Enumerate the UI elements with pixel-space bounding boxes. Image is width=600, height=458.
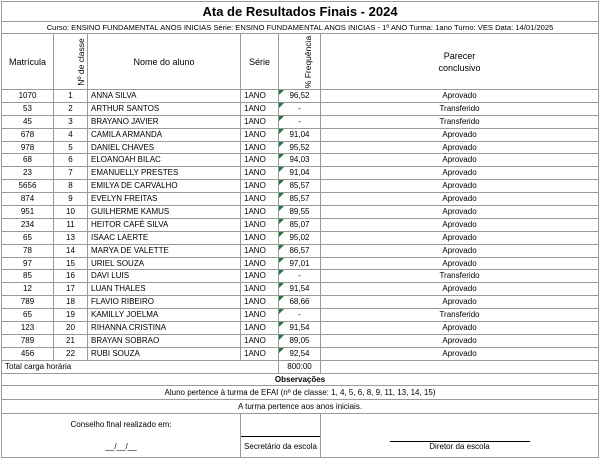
- cell-matricula: 68: [2, 154, 54, 167]
- cell-parecer: Transferido: [321, 102, 599, 115]
- cell-serie: 1ANO: [241, 218, 279, 231]
- cell-frequencia: 89,05: [279, 334, 321, 347]
- cell-nome: BRAYAN SOBRAO: [88, 334, 241, 347]
- cell-serie: 1ANO: [241, 154, 279, 167]
- cell-serie: 1ANO: [241, 257, 279, 270]
- cell-parecer: Transferido: [321, 309, 599, 322]
- table-row: [2, 244, 599, 257]
- cell-nome: MARYA DE VALETTE: [88, 244, 241, 257]
- cell-parecer: Aprovado: [321, 193, 599, 206]
- table-row: [2, 141, 599, 154]
- cell-parecer: Aprovado: [321, 296, 599, 309]
- cell-frequencia: 95,52: [279, 141, 321, 154]
- table-row: [2, 115, 599, 128]
- cell-num-classe: 22: [54, 347, 88, 360]
- total-value: 800:00: [279, 360, 321, 373]
- cell-matricula: 789: [2, 334, 54, 347]
- cell-serie: 1ANO: [241, 322, 279, 335]
- header-num-classe: Nº de classe: [54, 34, 88, 90]
- cell-num-classe: 4: [54, 128, 88, 141]
- header-nome: Nome do aluno: [88, 34, 241, 90]
- header-parecer: Parecer conclusivo: [321, 34, 599, 90]
- cell-num-classe: 18: [54, 296, 88, 309]
- table-row: [2, 334, 599, 347]
- cell-parecer: Aprovado: [321, 206, 599, 219]
- table-row: [2, 283, 599, 296]
- cell-parecer: Aprovado: [321, 322, 599, 335]
- header-matricula: Matrícula: [2, 34, 54, 90]
- cell-nome: EMILYA DE CARVALHO: [88, 180, 241, 193]
- cell-matricula: 45: [2, 115, 54, 128]
- cell-matricula: 1070: [2, 90, 54, 103]
- cell-num-classe: 16: [54, 270, 88, 283]
- cell-nome: EVELYN FREITAS: [88, 193, 241, 206]
- cell-serie: 1ANO: [241, 283, 279, 296]
- cell-serie: 1ANO: [241, 206, 279, 219]
- cell-matricula: 85: [2, 270, 54, 283]
- cell-num-classe: 10: [54, 206, 88, 219]
- cell-serie: 1ANO: [241, 231, 279, 244]
- cell-serie: 1ANO: [241, 334, 279, 347]
- cell-nome: DANIEL CHAVES: [88, 141, 241, 154]
- cell-frequencia: 92,54: [279, 347, 321, 360]
- cell-nome: ISAAC LAERTE: [88, 231, 241, 244]
- diretor-label: Diretor da escola: [321, 436, 599, 457]
- table-row: [2, 270, 599, 283]
- cell-serie: 1ANO: [241, 296, 279, 309]
- cell-parecer: Aprovado: [321, 283, 599, 296]
- cell-nome: BRAYANO JAVIER: [88, 115, 241, 128]
- cell-serie: 1ANO: [241, 347, 279, 360]
- cell-frequencia: 91,54: [279, 283, 321, 296]
- cell-parecer: Aprovado: [321, 231, 599, 244]
- cell-matricula: 78: [2, 244, 54, 257]
- cell-serie: 1ANO: [241, 102, 279, 115]
- cell-nome: ELOANOAH BILAC: [88, 154, 241, 167]
- cell-nome: CAMILA ARMANDA: [88, 128, 241, 141]
- cell-parecer: Aprovado: [321, 167, 599, 180]
- observacoes-line2: A turma pertence aos anos iniciais.: [2, 400, 599, 414]
- cell-serie: 1ANO: [241, 309, 279, 322]
- total-row: [2, 360, 599, 373]
- cell-matricula: 951: [2, 206, 54, 219]
- cell-nome: LUAN THALES: [88, 283, 241, 296]
- cell-parecer: Transferido: [321, 115, 599, 128]
- cell-parecer: Aprovado: [321, 257, 599, 270]
- cell-parecer: Aprovado: [321, 334, 599, 347]
- cell-serie: 1ANO: [241, 115, 279, 128]
- cell-matricula: 65: [2, 309, 54, 322]
- cell-parecer: Aprovado: [321, 244, 599, 257]
- cell-serie: 1ANO: [241, 90, 279, 103]
- cell-nome: ARTHUR SANTOS: [88, 102, 241, 115]
- cell-frequencia: 85,07: [279, 218, 321, 231]
- cell-serie: 1ANO: [241, 244, 279, 257]
- cell-nome: RIHANNA CRISTINA: [88, 322, 241, 335]
- cell-matricula: 23: [2, 167, 54, 180]
- cell-nome: EMANUELLY PRESTES: [88, 167, 241, 180]
- cell-num-classe: 19: [54, 309, 88, 322]
- cell-matricula: 456: [2, 347, 54, 360]
- cell-num-classe: 15: [54, 257, 88, 270]
- cell-frequencia: 68,66: [279, 296, 321, 309]
- secretario-sign-area: [241, 414, 321, 437]
- table-row: [2, 102, 599, 115]
- cell-num-classe: 8: [54, 180, 88, 193]
- cell-matricula: 97: [2, 257, 54, 270]
- cell-nome: ANNA SILVA: [88, 90, 241, 103]
- cell-frequencia: 96,52: [279, 90, 321, 103]
- cell-num-classe: 7: [54, 167, 88, 180]
- cell-matricula: 978: [2, 141, 54, 154]
- table-row: [2, 322, 599, 335]
- cell-frequencia: 91,04: [279, 167, 321, 180]
- table-row: [2, 154, 599, 167]
- cell-frequencia: 94,03: [279, 154, 321, 167]
- conselho-label: Conselho final realizado em:: [2, 414, 241, 437]
- page-title: Ata de Resultados Finais - 2024: [2, 2, 599, 22]
- cell-frequencia: 95,02: [279, 231, 321, 244]
- header-serie: Série: [241, 34, 279, 90]
- cell-parecer: Aprovado: [321, 218, 599, 231]
- cell-parecer: Transferido: [321, 270, 599, 283]
- cell-frequencia: -: [279, 102, 321, 115]
- cell-frequencia: -: [279, 115, 321, 128]
- header-row: [2, 34, 599, 90]
- cell-serie: 1ANO: [241, 180, 279, 193]
- diretor-sign-area: [321, 414, 599, 437]
- table-row: [2, 257, 599, 270]
- table-row: [2, 218, 599, 231]
- cell-serie: 1ANO: [241, 193, 279, 206]
- table-row: [2, 128, 599, 141]
- cell-matricula: 678: [2, 128, 54, 141]
- observacoes-line1: Aluno pertence à turma de EFAI (nº de classe: 1, 4, 5, 6, 8, 9, 11, 13, 14, 15): [2, 386, 599, 400]
- cell-num-classe: 5: [54, 141, 88, 154]
- cell-frequencia: -: [279, 270, 321, 283]
- cell-num-classe: 11: [54, 218, 88, 231]
- cell-serie: 1ANO: [241, 167, 279, 180]
- cell-matricula: 874: [2, 193, 54, 206]
- cell-frequencia: 91,54: [279, 322, 321, 335]
- cell-nome: DAVI LUIS: [88, 270, 241, 283]
- cell-parecer: Aprovado: [321, 180, 599, 193]
- cell-matricula: 5656: [2, 180, 54, 193]
- secretario-label: Secretário da escola: [241, 436, 321, 457]
- cell-matricula: 53: [2, 102, 54, 115]
- cell-matricula: 123: [2, 322, 54, 335]
- table-row: [2, 167, 599, 180]
- cell-num-classe: 6: [54, 154, 88, 167]
- cell-frequencia: 91,04: [279, 128, 321, 141]
- cell-nome: GUILHERME KAMUS: [88, 206, 241, 219]
- cell-num-classe: 1: [54, 90, 88, 103]
- cell-frequencia: -: [279, 309, 321, 322]
- cell-num-classe: 3: [54, 115, 88, 128]
- cell-serie: 1ANO: [241, 270, 279, 283]
- table-row: [2, 206, 599, 219]
- cell-frequencia: 97,01: [279, 257, 321, 270]
- conselho-date: __/__/__: [2, 436, 241, 457]
- cell-matricula: 789: [2, 296, 54, 309]
- cell-num-classe: 14: [54, 244, 88, 257]
- cell-matricula: 65: [2, 231, 54, 244]
- cell-num-classe: 9: [54, 193, 88, 206]
- total-label: Total carga horária: [2, 360, 279, 373]
- table-row: [2, 193, 599, 206]
- cell-nome: RUBI SOUZA: [88, 347, 241, 360]
- cell-nome: HEITOR CAFÉ SILVA: [88, 218, 241, 231]
- cell-matricula: 234: [2, 218, 54, 231]
- table-row: [2, 180, 599, 193]
- cell-parecer: Aprovado: [321, 141, 599, 154]
- cell-serie: 1ANO: [241, 141, 279, 154]
- course-info: Curso: ENSINO FUNDAMENTAL ANOS INICIAS Série: ENSINO FUNDAMENTAL ANOS INICIAS - 1º ANO Turma: 1ano Turno: VES Data: 14/01/2025: [2, 22, 599, 34]
- cell-frequencia: 85,57: [279, 193, 321, 206]
- table-row: [2, 347, 599, 360]
- cell-parecer: Aprovado: [321, 347, 599, 360]
- results-table: [1, 1, 599, 458]
- cell-matricula: 12: [2, 283, 54, 296]
- table-row: [2, 90, 599, 103]
- cell-nome: FLAVIO RIBEIRO: [88, 296, 241, 309]
- total-empty: [321, 360, 599, 373]
- table-row: [2, 231, 599, 244]
- cell-num-classe: 13: [54, 231, 88, 244]
- cell-parecer: Aprovado: [321, 128, 599, 141]
- cell-nome: KAMILLY JOELMA: [88, 309, 241, 322]
- cell-serie: 1ANO: [241, 128, 279, 141]
- cell-parecer: Aprovado: [321, 90, 599, 103]
- cell-num-classe: 20: [54, 322, 88, 335]
- cell-num-classe: 2: [54, 102, 88, 115]
- cell-num-classe: 21: [54, 334, 88, 347]
- table-row: [2, 309, 599, 322]
- cell-frequencia: 86,57: [279, 244, 321, 257]
- cell-parecer: Aprovado: [321, 154, 599, 167]
- observacoes-title: Observações: [2, 373, 599, 386]
- header-frequencia: % Frequência: [279, 34, 321, 90]
- results-sheet: [1, 1, 598, 458]
- cell-frequencia: 89,55: [279, 206, 321, 219]
- cell-num-classe: 17: [54, 283, 88, 296]
- cell-frequencia: 85,57: [279, 180, 321, 193]
- table-row: [2, 296, 599, 309]
- cell-nome: URIEL SOUZA: [88, 257, 241, 270]
